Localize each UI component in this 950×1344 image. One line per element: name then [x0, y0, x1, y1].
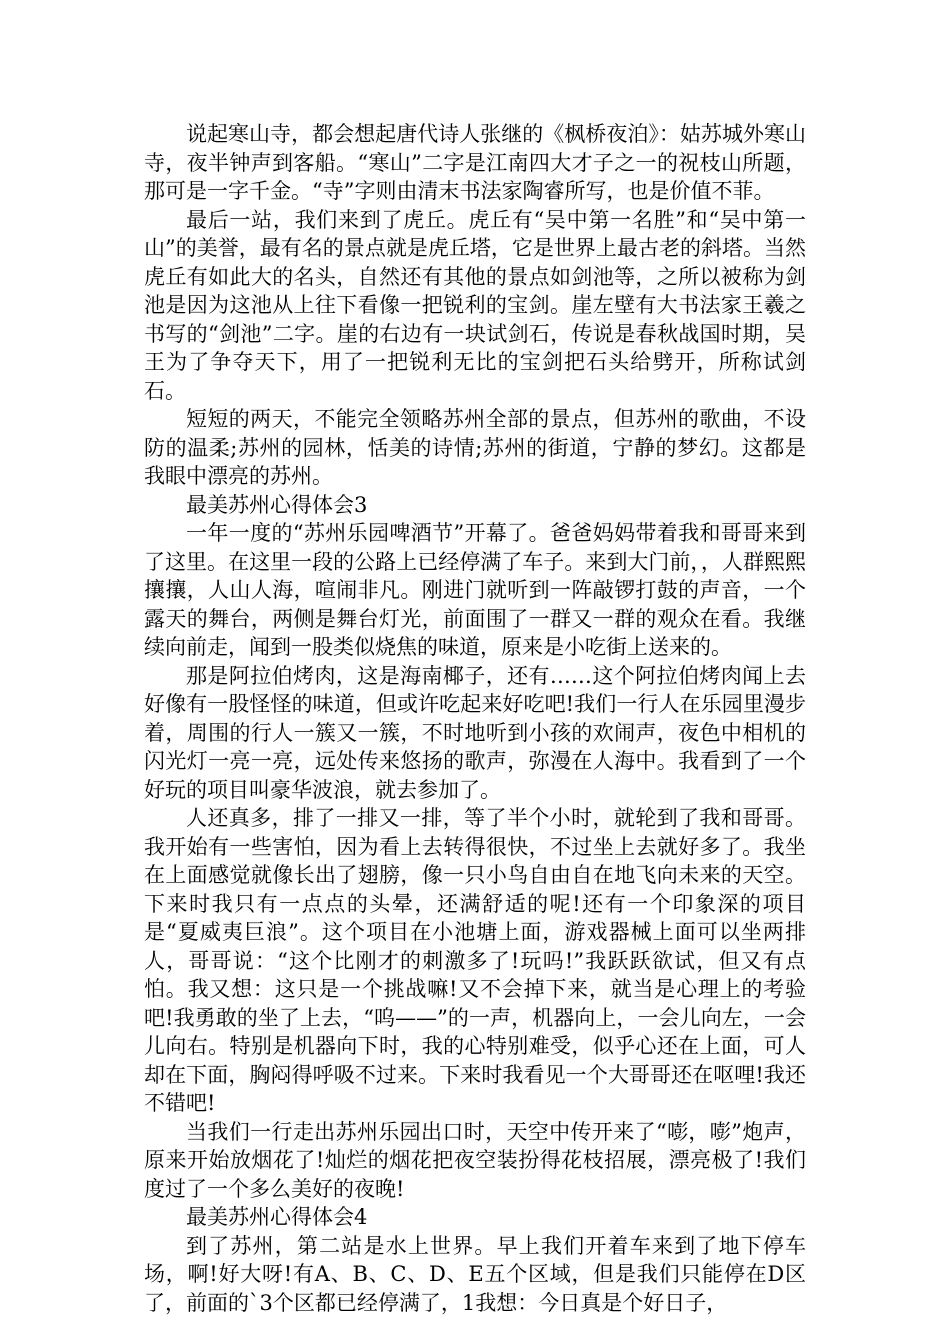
paragraph-arabic-bbq: 那是阿拉伯烤肉，这是海南椰子，还有……这个阿拉伯烤肉闻上去好像有一股怪怪的味道，但或许吃起来好吃吧!我们一行人在乐园里漫步着，周围的行人一簇又一簇，不时地听到小孩的欢闹声，夜色中相机的闪光灯一亮一亮，远处传来悠扬的歌声，弥漫在人海中。我看到了一个好玩的项目叫豪华波浪，就去参加了。 [144, 663, 806, 802]
section-heading-3: 最美苏州心得体会3 [186, 492, 368, 517]
section-heading-4: 最美苏州心得体会4 [186, 1205, 368, 1229]
document-page [144, 120, 806, 1317]
paragraph-rides: 人还真多，排了一排又一排，等了半个小时，就轮到了我和哥哥。我开始有一些害怕，因为看上去转得很快，不过坐上去就好多了。我坐在上面感觉就像长出了翅膀，像一只小鸟自由自在地飞向未来的天空。下来时我只有一点点的头晕，还满舒适的呢!还有一个印象深的项目是“夏威夷巨浪”。这个项目在小池塘上面，游戏器械上面可以坐两排人，哥哥说：“这个比刚才的刺激多了!玩吗!”我跃跃欲试，但又有点怕。我又想：这只是一个挑战嘛!又不会掉下来，就当是心理上的考验吧!我勇敢的坐了上去，“呜——”的一声，机器向上，一会儿向左，一会儿向右。特别是机器向下时，我的心特别难受，似乎心还在上面，可人却在下面，胸闷得呼吸不过来。下来时我看见一个大哥哥还在呕哩!我还不错吧! [144, 806, 806, 1115]
paragraph-water-world: 到了苏州，第二站是水上世界。早上我们开着车来到了地下停车场，啊!好大呀!有A、B、C、D、E五个区域，但是我们只能停在D区了，前面的`3个区都已经停满了，1我想：今日真是个好日子， [144, 1233, 806, 1315]
paragraph-fireworks: 当我们一行走出苏州乐园出口时，天空中传开来了“嘭，嘭”炮声，原来开始放烟花了!灿烂的烟花把夜空装扮得花枝招展，漂亮极了!我们度过了一个多么美好的夜晚! [144, 1119, 806, 1201]
paragraph-tiger-hill: 最后一站，我们来到了虎丘。虎丘有“吴中第一名胜”和“吴中第一山”的美誉，最有名的景点就是虎丘塔，它是世界上最古老的斜塔。当然虎丘有如此大的名头，自然还有其他的景点如剑池等，之所以被称为剑池是因为这池从上往下看像一把锐利的宝剑。崖左壁有大书法家王羲之书写的“剑池”二字。崖的右边有一块试剑石，传说是春秋战国时期，吴王为了争夺天下，用了一把锐利无比的宝剑把石头给劈开，所称试剑石。 [144, 207, 806, 403]
paragraph-hanshan-temple: 说起寒山寺，都会想起唐代诗人张继的《枫桥夜泊》：姑苏城外寒山寺，夜半钟声到客船。“寒山”二字是江南四大才子之一的祝枝山所题，那可是一字千金。“寺”字则由清末书法家陶睿所写，也是价值不菲。 [144, 122, 806, 203]
paragraph-beer-festival: 一年一度的“苏州乐园啤酒节”开幕了。爸爸妈妈带着我和哥哥来到了这里。在这里一段的公路上已经停满了车子。来到大门前，，人群熙熙攘攘，人山人海，喧闹非凡。刚进门就听到一阵敲锣打鼓的声音，一个露天的舞台，两侧是舞台灯光，前面围了一群又一群的观众在看。我继续向前走，闻到一股类似烧焦的味道，原来是小吃街上送来的。 [144, 521, 806, 659]
paragraph-two-days: 短短的两天，不能完全领略苏州全部的景点，但苏州的歌曲，不设防的温柔;苏州的园林，恬美的诗情;苏州的街道，宁静的梦幻。这都是我眼中漂亮的苏州。 [144, 407, 806, 488]
